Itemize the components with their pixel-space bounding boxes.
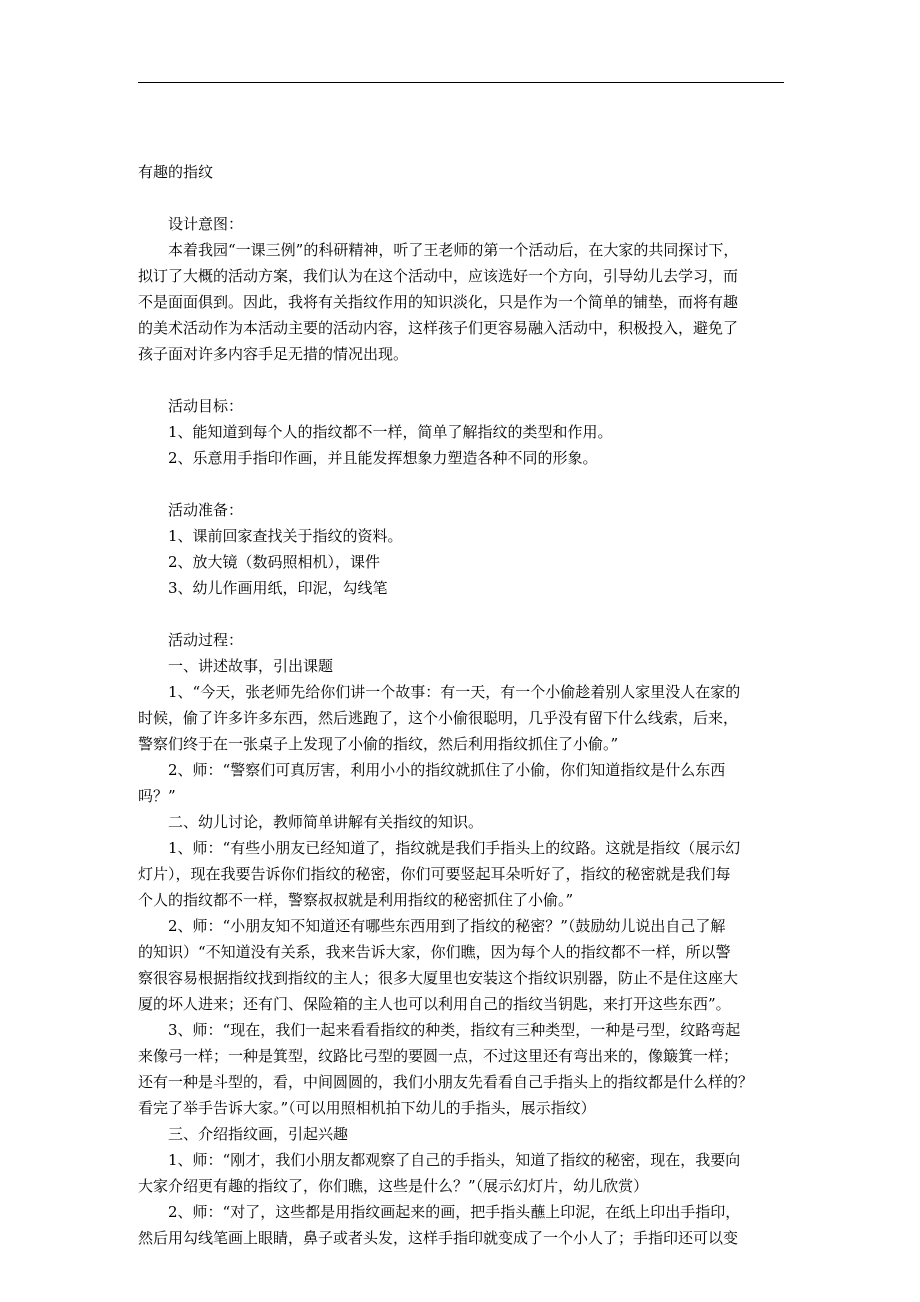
paragraph-line: 的知识）“不知道没有关系，我来告诉大家，你们瞧，因为每个人的指纹都不一样，所以警 <box>138 943 731 961</box>
paragraph-line: 3、师：“现在，我们一起来看看指纹的种类，指纹有三种类型，一种是弓型，纹路弯起 <box>168 1021 741 1039</box>
paragraph-line: 2、师：“对了，这些都是用指纹画起来的画，把手指头蘸上印泥，在纸上印出手指印， <box>168 1203 741 1221</box>
list-item: 2、放大镜（数码照相机），课件 <box>168 553 381 571</box>
list-item: 2、乐意用手指印作画，并且能发挥想象力塑造各种不同的形象。 <box>168 449 598 467</box>
paragraph-line: 警察们终于在一张桌子上发现了小偷的指纹，然后利用指纹抓住了小偷。” <box>138 735 619 753</box>
paragraph-line: 灯片），现在我要告诉你们指纹的秘密，你们可要竖起耳朵听好了，指纹的秘密就是我们每 <box>138 865 731 883</box>
section-heading-process: 活动过程： <box>168 631 244 649</box>
blank-line <box>138 471 784 497</box>
blank-line <box>138 367 784 393</box>
subsection-heading: 一、讲述故事，引出课题 <box>168 657 334 675</box>
section-heading-preparation: 活动准备： <box>168 501 244 519</box>
paragraph-line: 1、师：“刚才，我们小朋友都观察了自己的手指头，知道了指纹的秘密，现在，我要向 <box>168 1151 741 1169</box>
paragraph-line: 拟订了大概的活动方案，我们认为在这个活动中，应该选好一个方向，引导幼儿去学习，而 <box>138 267 739 285</box>
subsection-heading: 三、介绍指纹画，引起兴趣 <box>168 1125 349 1143</box>
paragraph-line: 看完了举手告诉大家。”（可以用照相机拍下幼儿的手指头，展示指纹） <box>138 1099 596 1117</box>
blank-line <box>138 601 784 627</box>
paragraph-line: 时候，偷了许多许多东西，然后逃跑了，这个小偷很聪明，几乎没有留下什么线索，后来， <box>138 709 739 727</box>
paragraph-line: 还有一种是斗型的，看，中间圆圆的，我们小朋友先看看自己手指头上的指纹都是什么样的？ <box>138 1073 754 1091</box>
paragraph-line: 1、“今天，张老师先给你们讲一个故事：有一天，有一个小偷趁着别人家里没人在家的 <box>168 683 741 701</box>
paragraph-line: 的美术活动作为本活动主要的活动内容，这样孩子们更容易融入活动中，积极投入，避免了 <box>138 319 739 337</box>
header-rule <box>138 82 784 83</box>
paragraph-line: 2、师：“警察们可真厉害，利用小小的指纹就抓住了小偷，你们知道指纹是什么东西 <box>168 761 726 779</box>
section-heading-goals: 活动目标： <box>168 397 244 415</box>
document-title: 有趣的指纹 <box>138 163 214 181</box>
subsection-heading: 二、幼儿讨论，教师简单讲解有关指纹的知识。 <box>168 813 484 831</box>
list-item: 1、课前回家查找关于指纹的资料。 <box>168 527 403 545</box>
paragraph-line: 2、师：“小朋友知不知道还有哪些东西用到了指纹的秘密？”（鼓励幼儿说出自己了解 <box>168 917 726 935</box>
paragraph-line: 然后用勾线笔画上眼睛，鼻子或者头发，这样手指印就变成了一个小人了；手指印还可以变 <box>138 1229 739 1247</box>
paragraph-line: 吗？” <box>138 787 176 805</box>
paragraph-line: 本着我园“一课三例”的科研精神，听了王老师的第一个活动后，在大家的共同探讨下， <box>168 241 739 259</box>
list-item: 1、能知道到每个人的指纹都不一样，简单了解指纹的类型和作用。 <box>168 423 613 441</box>
section-heading-design-intent: 设计意图： <box>168 215 244 233</box>
paragraph-line: 个人的指纹都不一样，警察叔叔就是利用指纹的秘密抓住了小偷。” <box>138 891 574 909</box>
paragraph-line: 不是面面俱到。因此，我将有关指纹作用的知识淡化，只是作为一个简单的铺垫，而将有趣 <box>138 293 739 311</box>
paragraph-line: 来像弓一样；一种是箕型，纹路比弓型的要圆一点，不过这里还有弯出来的，像簸箕一样； <box>138 1047 739 1065</box>
paragraph-line: 大家介绍更有趣的指纹了，你们瞧，这些是什么？”（展示幻灯片，幼儿欣赏） <box>138 1177 649 1195</box>
paragraph-line: 1、师：“有些小朋友已经知道了，指纹就是我们手指头上的纹路。这就是指纹（展示幻 <box>168 839 741 857</box>
document-body <box>138 159 784 1251</box>
paragraph-line: 厦的坏人进来；还有门、保险箱的主人也可以利用自己的指纹当钥匙，来打开这些东西”。 <box>138 995 731 1013</box>
paragraph-line: 孩子面对许多内容手足无措的情况出现。 <box>138 345 409 363</box>
paragraph-line: 察很容易根据指纹找到指纹的主人；很多大厦里也安装这个指纹识别器，防止不是住这座大 <box>138 969 739 987</box>
list-item: 3、幼儿作画用纸，印泥，勾线笔 <box>168 579 388 597</box>
